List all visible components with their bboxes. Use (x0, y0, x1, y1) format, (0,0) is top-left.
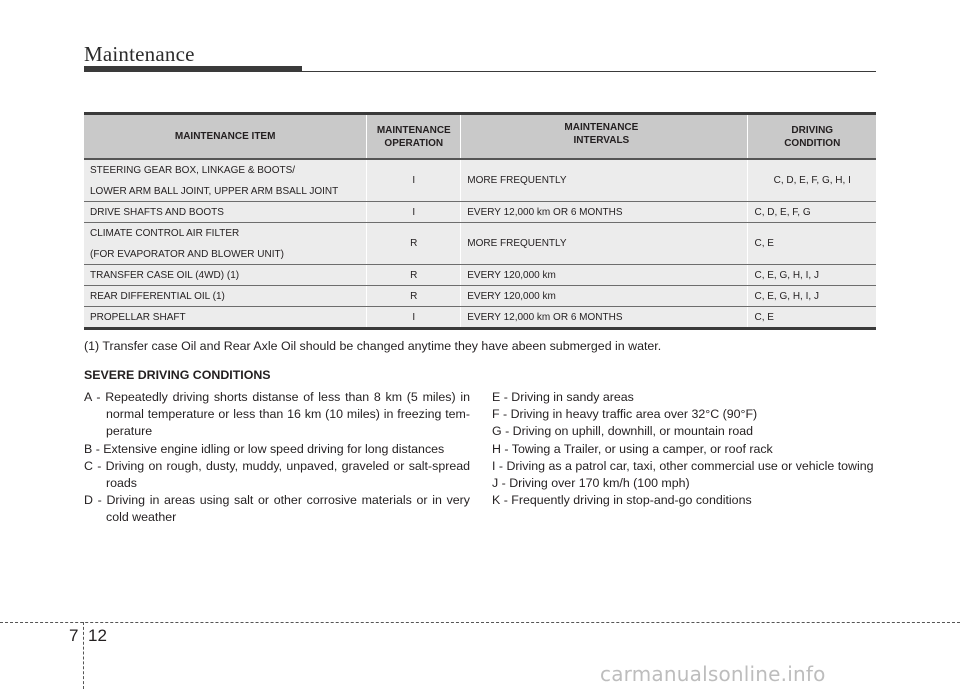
cell-item: CLIMATE CONTROL AIR FILTER (FOR EVAPORATOR AND BLOWER UNIT) (84, 223, 367, 265)
cell-operation: I (367, 202, 461, 223)
cell-operation: R (367, 223, 461, 265)
footer-dashed-rule (0, 622, 960, 623)
title-rule-thin (302, 71, 876, 72)
cell-condition: C, D, E, F, G (748, 202, 876, 223)
table-row (84, 286, 876, 307)
maintenance-table (84, 112, 876, 330)
cell-operation: I (367, 159, 461, 202)
chapter-number: 7 (69, 626, 79, 645)
cell-interval: EVERY 120,000 km (461, 265, 748, 286)
cell-item: PROPELLAR SHAFT (84, 307, 367, 329)
table-row (84, 202, 876, 223)
severe-conditions-right-column (492, 389, 882, 509)
cell-operation: I (367, 307, 461, 329)
condition-item-h: H - Towing a Trailer, or using a camper, or roof rack (492, 441, 773, 456)
header-maintenance-intervals: MAINTENANCE INTERVALS (461, 114, 748, 160)
cell-item: REAR DIFFERENTIAL OIL (1) (84, 286, 367, 307)
table-header-row (84, 114, 876, 160)
cell-condition: C, E, G, H, I, J (748, 286, 876, 307)
header-maintenance-item: MAINTENANCE ITEM (84, 114, 367, 160)
cell-condition: C, E, G, H, I, J (748, 265, 876, 286)
cell-condition: C, D, E, F, G, H, I (748, 159, 876, 202)
condition-item-e: E - Driving in sandy areas (492, 390, 634, 404)
condition-item-j: J - Driving over 170 km/h (100 mph) (492, 476, 690, 491)
cell-interval: EVERY 12,000 km OR 6 MONTHS (461, 307, 748, 329)
cell-item: TRANSFER CASE OIL (4WD) (1) (84, 265, 367, 286)
table-row (84, 223, 876, 265)
title-rule-thick (84, 66, 302, 72)
cell-interval: MORE FREQUENTLY (461, 159, 748, 202)
condition-item-b: B - Extensive engine idling or low speed driving for long distances (84, 441, 445, 456)
cell-operation: R (367, 286, 461, 307)
cell-interval: MORE FREQUENTLY (461, 223, 748, 265)
severe-conditions-left-column (84, 389, 470, 527)
page-number: 12 (88, 626, 107, 645)
condition-item-g: G - Driving on uphill, downhill, or mountain road (492, 424, 754, 439)
watermark: carmanualsonline.info (600, 662, 826, 686)
section-title: Maintenance (84, 42, 195, 66)
cell-operation: R (367, 265, 461, 286)
cell-interval: EVERY 12,000 km OR 6 MONTHS (461, 202, 748, 223)
cell-condition: C, E (748, 223, 876, 265)
cell-interval: EVERY 120,000 km (461, 286, 748, 307)
cell-item: STEERING GEAR BOX, LINKAGE & BOOTS/ LOWER ARM BALL JOINT, UPPER ARM BSALL JOINT (84, 159, 367, 202)
condition-item-d: D - Driving in areas using salt or other corrosive materials or in very cold weather (84, 493, 470, 525)
header-maintenance-operation: MAINTENANCE OPERATION (367, 114, 461, 160)
header-driving-condition: DRIVING CONDITION (748, 114, 876, 160)
condition-item-a: A - Repeatedly driving shorts distanse of less than 8 km (5 miles) in normal temperature or less than 16 km (10 miles) in freezing tem-perature (84, 390, 470, 439)
condition-item-f: F - Driving in heavy traffic area over 32°C (90°F) (492, 407, 758, 422)
table-row (84, 159, 876, 202)
table-row (84, 307, 876, 329)
footer-dashed-divider (83, 622, 84, 689)
severe-conditions-heading: SEVERE DRIVING CONDITIONS (84, 368, 271, 382)
table-footnote: (1) Transfer case Oil and Rear Axle Oil should be changed anytime they have abeen submerged in water. (84, 339, 662, 353)
cell-condition: C, E (748, 307, 876, 329)
condition-item-i: I - Driving as a patrol car, taxi, other commercial use or vehicle towing (492, 458, 874, 473)
condition-item-c: C - Driving on rough, dusty, muddy, unpaved, graveled or salt-spread roads (84, 458, 471, 491)
cell-item: DRIVE SHAFTS AND BOOTS (84, 202, 367, 223)
condition-item-k: K - Frequently driving in stop-and-go conditions (492, 493, 752, 508)
table-row (84, 265, 876, 286)
